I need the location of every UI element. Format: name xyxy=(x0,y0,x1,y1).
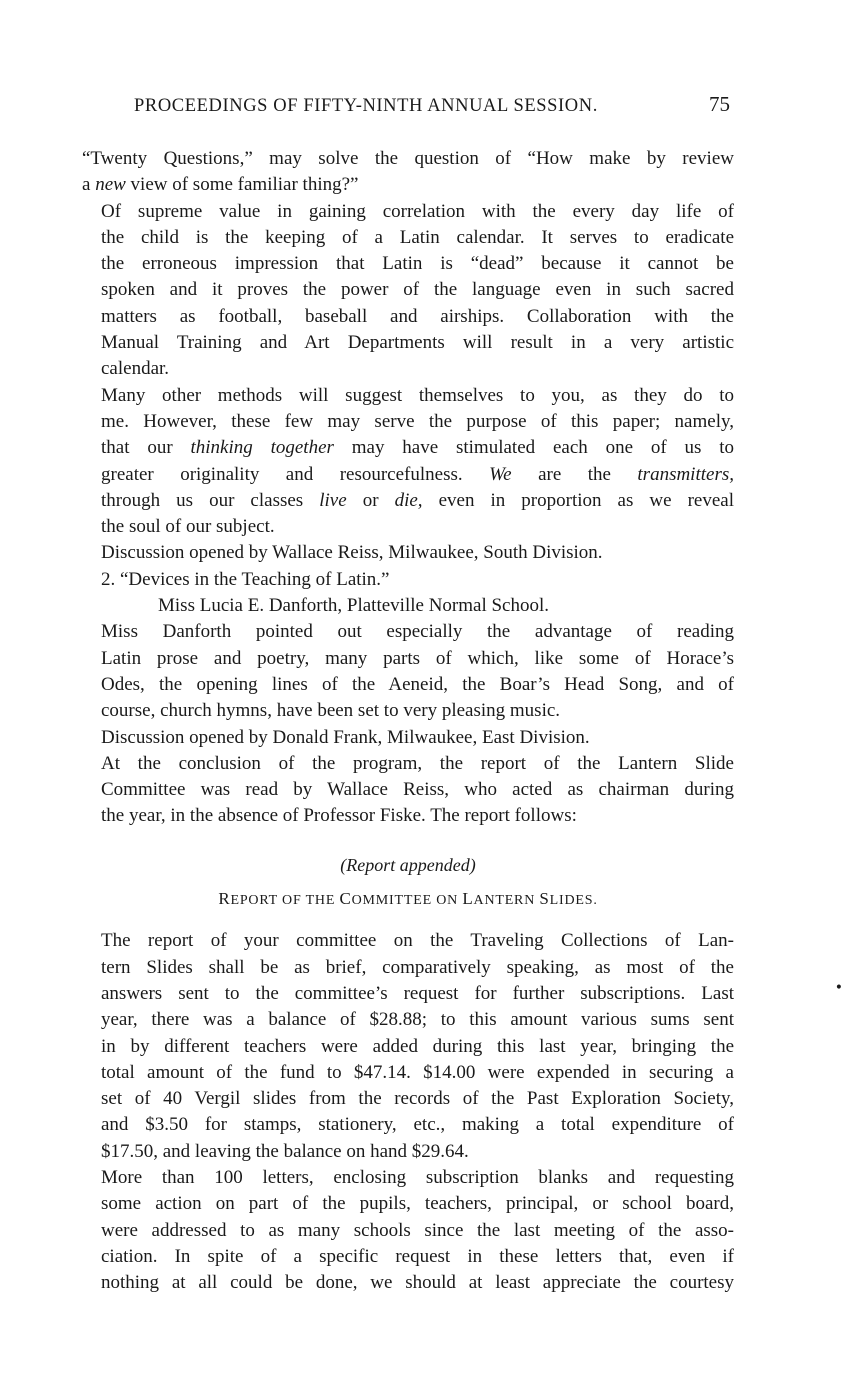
text-run: are the xyxy=(511,463,638,485)
paragraph-discussion-reiss: Discussion opened by Wallace Reiss, Milwaukee, South Division. xyxy=(101,542,603,564)
page-number: 75 xyxy=(709,92,730,116)
paragraph-other-methods xyxy=(82,383,734,541)
text-line xyxy=(82,172,734,198)
heading-cap: L xyxy=(462,889,474,909)
text-line: nothing at all could be done, we should at least appreciate the courtesy xyxy=(101,1272,734,1294)
emphasis-we: We xyxy=(489,463,512,485)
text-line: in by different teachers were added during this last year, bringing the xyxy=(101,1035,734,1057)
text-line: set of 40 Vergil slides from the records of the Past Exploration Society, xyxy=(101,1088,734,1110)
paragraph-latin-calendar xyxy=(82,199,734,383)
body-text xyxy=(82,146,734,1296)
heading-cap: C xyxy=(339,889,352,909)
text-line: $17.50, and leaving the balance on hand $29.64. xyxy=(101,1140,469,1162)
text-line: Odes, the opening lines of the Aeneid, the Boar’s Head Song, and of xyxy=(101,673,734,695)
paragraph-report-funds xyxy=(82,928,734,1165)
text-run: or xyxy=(346,489,395,511)
text-line: course, church hymns, have been set to very pleasing music. xyxy=(101,700,561,722)
text-line: the soul of our subject. xyxy=(101,516,275,538)
text-run: that our xyxy=(101,437,191,459)
text-line: the erroneous impression that Latin is “dead” because it cannot be xyxy=(101,253,734,275)
text-line: “Twenty Questions,” may solve the question of “How make by review xyxy=(82,148,734,169)
text-line: Of supreme value in gaining correlation with the every day life of xyxy=(101,200,734,222)
text-line xyxy=(82,462,734,488)
text-line: Latin prose and poetry, many parts of which, like some of Horace’s xyxy=(101,647,734,669)
emphasis-transmitters: transmitters, xyxy=(637,463,734,485)
heading-cap: R xyxy=(218,889,231,909)
text-line: Committee was read by Wallace Reiss, who acted as chairman during xyxy=(101,779,734,801)
text-line: total amount of the fund to $47.14. $14.00 were expended in securing a xyxy=(101,1061,734,1083)
text-line: year, there was a balance of $28.88; to this amount various sums sent xyxy=(101,1009,734,1031)
heading-run: EPORT OF THE xyxy=(230,893,340,909)
text-line: matters as football, baseball and airships. Collaboration with the xyxy=(101,305,734,327)
text-line: Miss Danforth pointed out especially the advantage of reading xyxy=(101,621,734,643)
text-run: even in proportion as we reveal xyxy=(422,489,735,511)
speaker-name: Miss Lucia E. Danforth, Platteville Normal School. xyxy=(158,595,550,617)
running-header xyxy=(82,92,734,126)
heading-cap: S xyxy=(539,889,550,909)
heading-run: LIDES. xyxy=(549,893,598,909)
report-heading xyxy=(82,886,734,914)
text-line: the year, in the absence of Professor Fiske. The report follows: xyxy=(101,805,577,827)
text-line: calendar. xyxy=(101,358,170,380)
text-run: view of some familiar thing?” xyxy=(125,174,359,196)
emphasis-new: new xyxy=(95,174,126,196)
text-line xyxy=(82,435,734,461)
text-line: spoken and it proves the power of the language even in such sacred xyxy=(101,279,734,301)
text-line: Many other methods will suggest themselves to you, as they do to xyxy=(101,384,734,406)
margin-dot: • xyxy=(834,980,843,996)
text-line: The report of your committee on the Traveling Collections of Lan- xyxy=(101,930,734,952)
speaker-line xyxy=(82,593,734,619)
paragraph-report-letters xyxy=(82,1165,734,1296)
text-run: may have stimulated each one of us to xyxy=(333,437,734,459)
paragraph-conclusion xyxy=(82,751,734,830)
text-run: through us our classes xyxy=(101,489,320,511)
text-line: some action on part of the pupils, teachers, principal, or school board, xyxy=(101,1193,734,1215)
text-line: tern Slides shall be as brief, comparatively speaking, as most of the xyxy=(101,956,734,978)
text-line: the child is the keeping of a Latin calendar. It serves to eradicate xyxy=(101,226,734,248)
heading-run: ANTERN xyxy=(473,893,540,909)
report-appended-note: (Report appended) xyxy=(340,854,476,875)
text-run: greater originality and resourcefulness. xyxy=(101,463,490,485)
text-line: were addressed to as many schools since the last meeting of the asso- xyxy=(101,1219,734,1241)
paragraph-discussion-frank: Discussion opened by Donald Frank, Milwaukee, East Division. xyxy=(101,726,590,748)
paragraph-twenty-questions xyxy=(82,146,734,199)
text-line xyxy=(82,488,734,514)
text-line: answers sent to the committee’s request for further subscriptions. Last xyxy=(101,982,734,1004)
document-page xyxy=(82,92,734,1296)
emphasis-live: live xyxy=(319,489,347,511)
text-line: At the conclusion of the program, the report of the Lantern Slide xyxy=(101,752,734,774)
text-line: ciation. In spite of a specific request in these letters that, even if xyxy=(101,1245,734,1267)
heading-run: OMMITTEE ON xyxy=(351,893,463,909)
paragraph-danforth xyxy=(82,619,734,724)
emphasis-thinking-together: thinking together xyxy=(190,437,334,459)
running-title: PROCEEDINGS OF FIFTY-NINTH ANNUAL SESSION. xyxy=(134,96,598,116)
text-line: me. However, these few may serve the purpose of this paper; namely, xyxy=(101,410,734,432)
text-line: More than 100 letters, enclosing subscription blanks and requesting xyxy=(101,1166,734,1188)
paragraph-devices-title: 2. “Devices in the Teaching of Latin.” xyxy=(101,568,390,590)
emphasis-die: die, xyxy=(394,489,423,511)
text-run: a xyxy=(82,174,96,196)
text-line: and $3.50 for stamps, stationery, etc., making a total expenditure of xyxy=(101,1114,734,1136)
text-line: Manual Training and Art Departments will result in a very artistic xyxy=(101,332,734,354)
